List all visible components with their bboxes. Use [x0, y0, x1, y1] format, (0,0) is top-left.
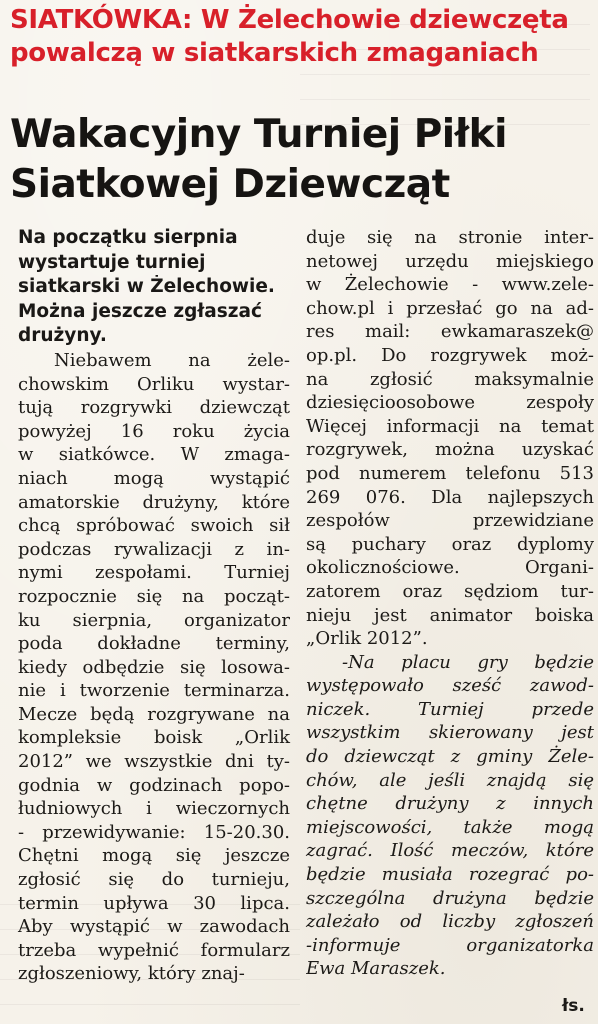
quote-line: występowało sześć zawod- — [306, 675, 594, 697]
left-column — [18, 226, 290, 986]
quote-line: -informuje organizatorka — [306, 934, 594, 956]
left-column-body — [18, 349, 290, 986]
headline-line-1: Wakacyjny Turniej Piłki — [10, 112, 507, 157]
body-line: Niebawem na żele- — [54, 349, 290, 371]
organizer-quote — [306, 651, 594, 981]
quote-line: chętne drużyny z innych — [306, 793, 594, 815]
body-line: - przewidywanie: 15-20.30. — [18, 821, 290, 843]
lead-line: siatkarski w Żelechowie. — [18, 276, 275, 298]
quote-line: niczek. Turniej przede — [306, 698, 594, 720]
quote-line: Ewa Maraszek. — [306, 958, 446, 980]
quote-line: szczególna drużyna będzie — [306, 887, 594, 909]
quote-line: -Na placu gry będzie — [342, 651, 594, 673]
body-line: termin upływa 30 lipca. — [18, 892, 290, 914]
body-line: 2012” we wszystkie dni ty- — [18, 751, 290, 773]
body-line: godnia w godzinach popo- — [18, 774, 290, 796]
body-line: niach mogą wystąpić — [18, 467, 290, 489]
body-line: zespołów przewidziane — [306, 510, 594, 532]
body-line: okolicznościowe. Organi- — [306, 557, 594, 579]
quote-line: miejscowości, także mogą — [306, 816, 594, 838]
body-line: netowej urzędu miejskiego — [306, 250, 594, 272]
author-signature: łs. — [562, 996, 585, 1016]
body-line: Chętni mogą się jeszcze — [18, 845, 290, 867]
body-line: kompleksie boisk „Orlik — [18, 727, 290, 749]
right-column — [306, 226, 594, 981]
body-line: chcą spróbować swoich sił — [18, 515, 290, 537]
body-line: 269 076. Dla najlepszych — [306, 486, 594, 508]
lead-line: wystartuje turniej — [18, 251, 206, 273]
body-line: pod numerem telefonu 513 — [306, 462, 594, 484]
body-line: res mail: ewkamaraszek@ — [306, 321, 594, 343]
body-line: w Żelechowie - www.zele- — [306, 274, 594, 296]
bleed-line — [0, 1005, 300, 1020]
quote-line: wszystkim skierowany jest — [306, 722, 594, 744]
body-line: nieju jest animator boiska — [306, 604, 594, 626]
body-line: rozgrywek, można uzyskać — [306, 439, 594, 461]
body-line: podczas rywalizacji z in- — [18, 538, 290, 560]
lead-line: Można jeszcze zgłaszać — [18, 300, 262, 322]
body-line: dziesięcioosobowe zespoły — [306, 392, 594, 414]
body-line: na zgłosić maksymalnie — [306, 368, 594, 390]
body-line: Mecze będą rozgrywane na — [18, 703, 290, 725]
quote-line: zależało od liczby zgłoszeń — [306, 911, 594, 933]
lead-line: drużyny. — [18, 325, 107, 347]
body-line: rozpocznie się na począt- — [18, 585, 290, 607]
quote-line: zagrać. Ilość meczów, które — [306, 840, 594, 862]
lead-line: Na początku sierpnia — [18, 227, 238, 248]
body-line: kiedy odbędzie się losowa- — [18, 656, 290, 678]
body-line: w siatkówce. W zmaga- — [18, 444, 290, 466]
body-line: duje się na stronie inter- — [306, 227, 594, 248]
body-line: chowskim Orliku wystar- — [18, 373, 290, 395]
body-line: nymi zespołami. Turniej — [18, 562, 290, 584]
body-line: chow.pl i przesłać go na ad- — [306, 297, 594, 319]
body-line: zgłoszeniowy, który znaj- — [18, 963, 245, 985]
body-line: poda dokładne terminy, — [18, 633, 290, 655]
body-line: Więcej informacji na temat — [306, 415, 594, 437]
right-column-body — [306, 226, 594, 651]
article-headline — [10, 110, 590, 210]
body-line: trzeba wypełnić formularz — [18, 939, 290, 961]
body-line: powyżej 16 roku życia — [18, 420, 290, 442]
body-line: ku sierpnia, organizator — [18, 609, 290, 631]
quote-line: będzie musiała rozegrać po- — [306, 864, 594, 886]
body-line: op.pl. Do rozgrywek moż- — [306, 344, 594, 366]
article-kicker: SIATKÓWKA: W Żelechowie dziewczęta powalczą w siatkarskich zmaganiach — [10, 5, 569, 68]
body-line: Aby wystąpić w zawodach — [18, 916, 290, 938]
body-line: tują rozgrywki dziewcząt — [18, 397, 290, 419]
body-line: zatorem oraz sędziom tur- — [306, 580, 594, 602]
body-line: zgłosić się do turnieju, — [18, 869, 290, 891]
body-line: nie i tworzenie terminarza. — [18, 680, 290, 702]
body-line: amatorskie drużyny, które — [18, 491, 290, 513]
body-line: „Orlik 2012”. — [306, 628, 428, 650]
quote-line: chów, ale jeśli znajdą się — [306, 769, 594, 791]
quote-line: do dziewcząt z gminy Żele- — [306, 746, 594, 768]
body-line: łudniowych i wieczornych — [18, 798, 290, 820]
body-line: są puchary oraz dyplomy — [306, 533, 594, 555]
bleed-line — [300, 75, 590, 100]
headline-line-2: Siatkowej Dziewcząt — [10, 162, 450, 207]
article-lead — [18, 226, 290, 349]
